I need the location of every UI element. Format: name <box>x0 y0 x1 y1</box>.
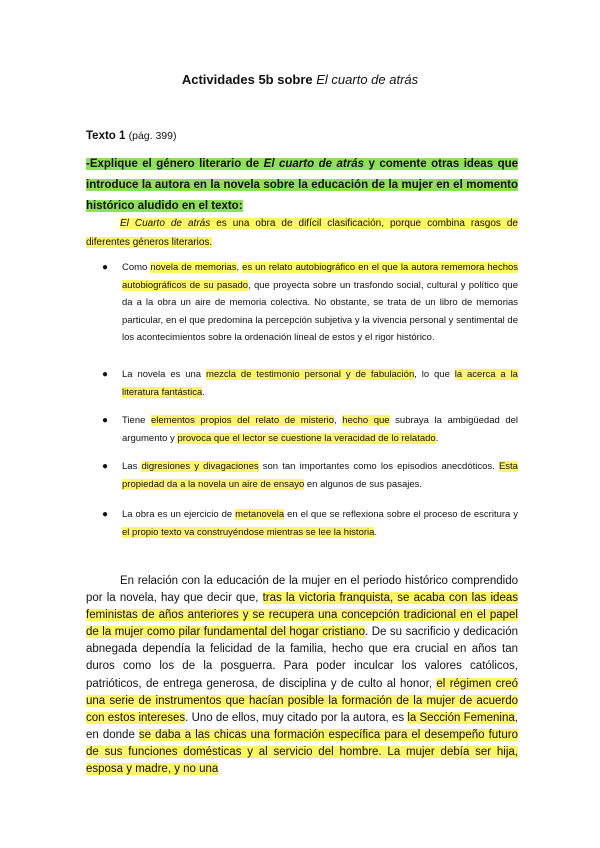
page-title <box>0 72 600 87</box>
highlight-segment: el propio texto va construyéndose mientras se lee la historia <box>122 526 375 538</box>
section-heading <box>86 130 176 142</box>
highlight-segment: se daba a las chicas una formación específica para el desempeño futuro de sus funciones domésticas y al servicio del hombre. La mujer debía ser hija, esposa y madre, y no una <box>86 728 518 776</box>
highlight-segment: Esta propiedad da a la novela un aire de ensayo <box>122 461 518 490</box>
highlight-segment: metanovela <box>235 509 285 520</box>
highlight-segment: mezcla de testimonio personal y de fabulación <box>205 369 415 380</box>
highlight-segment: el régimen creó una serie de instrumentos que hacían posible la formación de la mujer de acuerdo con estos intereses <box>86 677 518 724</box>
text-segment: . Uno de ellos, muy citado por la autora, es <box>185 711 408 724</box>
text-segment: Las <box>122 461 142 472</box>
intro-work-title: El Cuarto de atrás <box>120 218 211 229</box>
highlight-segment: es un relato autobiográfico en el que la autora rememora hechos autobiográficos de su pasado <box>122 262 519 291</box>
highlight-segment: provoca que el lector se cuestione la veracidad de lo relatado <box>177 432 436 444</box>
question-part-b: El cuarto de atrás <box>263 158 364 170</box>
intro-text: es una obra de difícil clasificación, porque combina rasgos de diferentes géneros literarios. <box>86 218 518 248</box>
list-item-text <box>122 259 518 347</box>
list-item-text <box>122 412 518 447</box>
bullet-marker: ● <box>102 415 109 426</box>
text-segment: en algunos de sus pasajes. <box>304 478 423 490</box>
text-segment: son tan importantes como los episodios anecdóticos. <box>258 461 499 472</box>
text-segment: . <box>435 432 439 444</box>
text-segment: La obra es un ejercicio de <box>122 509 236 520</box>
text-segment: . De su sacrificio y dedicación abnegada dependía la felicidad de la familia, hecho que era crucial en años tan duros como los de la posguerra. Para poder inculcar los valores católicos, patrióticos, de entrega generosa, de disciplina y de culto al honor, <box>86 626 518 690</box>
list-item <box>86 259 518 347</box>
question-part-c: y comente otras ideas que introduce la autora en la novela sobre la educación de la mujer en el momento histórico aludido en el texto: <box>86 158 519 212</box>
intro-paragraph <box>86 214 518 252</box>
text-segment: La novela es una <box>122 369 206 380</box>
text-segment: subraya la ambigüedad del argumento y <box>122 415 519 444</box>
text-segment: . <box>202 386 205 398</box>
list-item <box>86 458 518 493</box>
question-part-a: -Explique el género literario de <box>86 158 264 170</box>
bullet-marker: ● <box>102 262 109 273</box>
highlight-segment: novela de memorias <box>150 262 237 273</box>
highlight-segment: la Sección Femenina <box>407 711 515 724</box>
question-prompt <box>86 154 518 217</box>
list-item-text <box>122 366 518 401</box>
text-segment: En relación con la educación de la mujer en el periodo histórico comprendido por la novela, hay que decir que, <box>86 575 518 605</box>
text-segment: , <box>334 415 343 426</box>
text-segment: , <box>236 262 243 273</box>
bullet-marker: ● <box>102 509 109 520</box>
highlight-segment: la acerca a la literatura fantástica <box>122 369 518 398</box>
list-item-text <box>122 506 518 541</box>
highlight-segment: tras la victoria franquista, se acaba con las ideas feministas de años anteriores y se recupera una concepción tradicional en el papel de la mujer como pilar fundamental del hogar cristiano <box>86 592 518 639</box>
list-item <box>86 412 518 447</box>
section-label: Texto 1 <box>86 130 129 142</box>
text-segment: . <box>374 526 378 538</box>
list-item <box>86 506 518 541</box>
list-item <box>86 366 518 401</box>
list-item-text <box>122 458 518 493</box>
highlight-segment: elementos propios del relato de misterio <box>150 415 335 426</box>
text-segment: Tiene <box>122 415 151 426</box>
title-prefix: Actividades 5b sobre <box>181 72 317 87</box>
highlight-segment: digresiones y divagaciones <box>141 461 259 472</box>
title-work: El cuarto de atrás <box>316 72 419 87</box>
bullet-marker: ● <box>102 369 109 380</box>
education-paragraph <box>86 573 518 778</box>
bullet-marker: ● <box>102 461 109 472</box>
highlight-segment: hecho que <box>342 415 390 426</box>
text-segment: en el que se reflexiona sobre el proceso de escritura y <box>284 509 518 520</box>
text-segment: , en donde <box>86 711 518 741</box>
text-segment: , lo que <box>414 369 455 380</box>
section-page-ref: (pág. 399) <box>128 130 177 142</box>
text-segment: Como <box>122 262 151 273</box>
text-segment: , que proyecta sobre un trasfondo social, cultural y político que da a la obra un aire de memoria colectiva. No obstante, se trata de un libro de memorias particular, en el que predomina la percepción subjetiva y la vivencia personal y sentimental de los acontecimientos sobre la ordenación lineal de estos y el rigor histórico. <box>122 279 518 343</box>
